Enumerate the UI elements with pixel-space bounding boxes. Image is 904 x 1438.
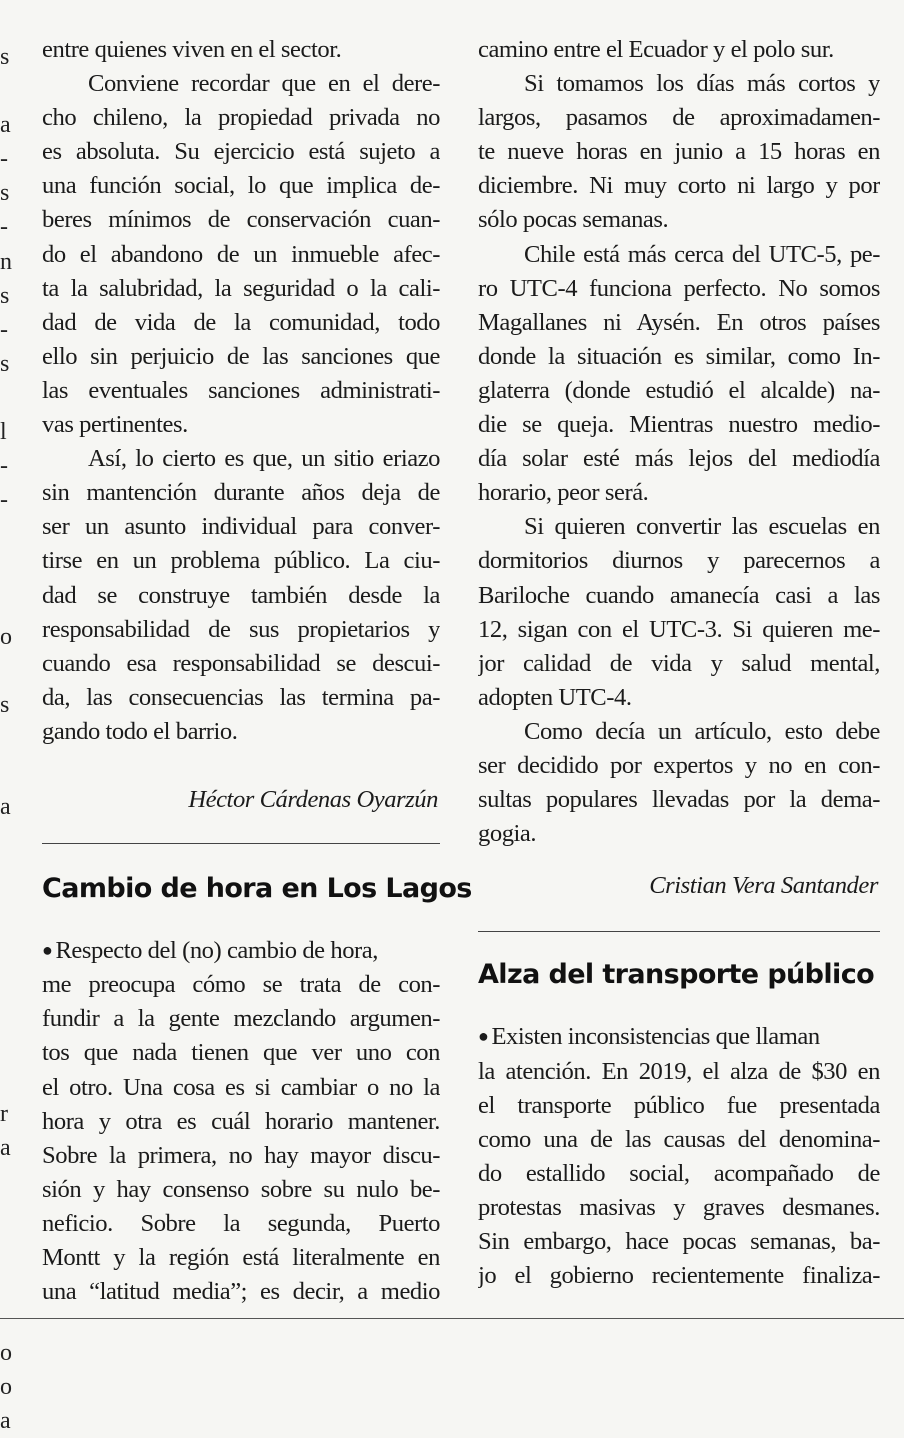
- letter-text-line: hora y otra es cuál horario mantener.: [42, 1107, 440, 1135]
- letter-text-line: te nueve horas en junio a 15 horas en: [478, 138, 880, 166]
- letter-text-line: Si quieren convertir las escuelas en: [524, 513, 880, 541]
- letter-text-line: jo el gobierno recientemente finaliza-: [478, 1262, 880, 1290]
- gutter-fragment: a: [0, 794, 11, 821]
- gutter-fragment: [0, 551, 14, 585]
- letter-text-line: beres mínimos de conservación cuan-: [42, 206, 440, 234]
- letter-signature: Cristian Vera Santander: [649, 872, 878, 900]
- gutter-fragment: -: [0, 146, 8, 173]
- gutter-fragment: [0, 1165, 14, 1199]
- letter-text-line: die se queja. Mientras nuestro medio-: [478, 411, 880, 439]
- letter-text-line: cho chileno, la propiedad privada no: [42, 104, 440, 132]
- gutter-fragment: s: [0, 180, 10, 207]
- letter-signature: Héctor Cárdenas Oyarzún: [188, 785, 438, 813]
- letter-text-line: neficio. Sobre la segunda, Puerto: [42, 1209, 440, 1237]
- letter-text-line: do el abandono de un inmueble afec-: [42, 240, 440, 268]
- headline: Alza del transporte público: [478, 959, 875, 991]
- letter-text-line: sólo pocas semanas.: [478, 206, 669, 234]
- letter-text-line: Conviene recordar que en el dere-: [88, 70, 440, 98]
- gutter-fragment: [0, 824, 14, 858]
- letter-text-line: entre quienes viven en el sector.: [42, 36, 342, 63]
- letter-text-line: ro UTC-4 funciona perfecto. No somos: [478, 274, 880, 302]
- letter-text-line: dormitorios diurnos y parecernos a: [478, 547, 880, 575]
- gutter-fragment: [0, 381, 14, 415]
- letter-text-line: tirse en un problema público. La ciu-: [42, 547, 440, 575]
- letter-text-line: gogia.: [478, 820, 537, 848]
- letter-text-line: ● Existen inconsistencias que llaman: [478, 1023, 820, 1051]
- letter-text-line: Si tomamos los días más cortos y: [524, 70, 880, 98]
- gutter-fragment: [0, 1267, 14, 1301]
- letter-text-line: el otro. Una cosa es si cambiar o no la: [42, 1073, 440, 1101]
- letter-text-line: ser decidido por expertos y no en con-: [478, 751, 880, 779]
- letter-text-line: diciembre. Ni muy corto ni largo y por: [478, 172, 880, 200]
- letter-text-line: jor calidad de vida y salud mental,: [478, 649, 880, 677]
- gutter-fragment: [0, 858, 14, 892]
- letter-text-line: tos que nada tienen que ver uno con: [42, 1039, 440, 1067]
- gutter-fragment: [0, 722, 14, 756]
- letter-text-line: dad de vida de la comunidad, todo: [42, 308, 440, 336]
- letter-text-line: gando todo el barrio.: [42, 717, 238, 745]
- letter-text-line: do estallido social, acompañado de: [478, 1159, 880, 1187]
- gutter-fragment: o: [0, 623, 12, 650]
- gutter-fragment: [0, 892, 14, 926]
- letter-text-line: camino entre el Ecuador y el polo sur.: [478, 36, 834, 63]
- letter-text-line: ello sin perjuicio de las sanciones que: [42, 342, 440, 370]
- gutter-fragment: [0, 74, 14, 108]
- bullet-icon: ●: [478, 1026, 489, 1047]
- left-column: [42, 33, 472, 1309]
- gutter-fragment: n: [0, 248, 12, 275]
- gutter-fragment: [0, 995, 14, 1029]
- gutter-fragment: s: [0, 44, 10, 70]
- headline: Cambio de hora en Los Lagos: [42, 873, 472, 905]
- letter-text-line: glaterra (donde estudió el alcalde) na-: [478, 376, 880, 404]
- gutter-fragment: [0, 586, 14, 620]
- letter-text-line: 12, sigan con el UTC-3. Si quieren me-: [478, 615, 880, 643]
- letter-text-line: una función social, lo que implica de-: [42, 172, 440, 200]
- gutter-fragment: [0, 926, 14, 960]
- gutter-fragment: o: [0, 1339, 12, 1366]
- letter-text-line: día solar esté más lejos del mediodía: [478, 445, 880, 473]
- gutter-fragment: o: [0, 1373, 12, 1400]
- gutter-fragment: [0, 654, 14, 688]
- gutter-fragment: [0, 1029, 14, 1063]
- previous-column-fragments: [0, 40, 14, 1438]
- gutter-fragment: -: [0, 316, 8, 343]
- letter-text-line: sión y hay consenso sobre su nulo be-: [42, 1175, 440, 1203]
- letter-text-line: horario, peor será.: [478, 479, 649, 507]
- letter-text-line: ta la salubridad, la seguridad o la cali-: [42, 274, 440, 302]
- gutter-fragment: [0, 1233, 14, 1267]
- gutter-fragment: [0, 1199, 14, 1233]
- gutter-fragment: a: [0, 1135, 11, 1161]
- letter-text-line: Como decía un artículo, esto debe: [524, 717, 880, 745]
- letter-text-line: Así, lo cierto es que, un sitio eriazo: [88, 445, 440, 473]
- gutter-fragment: a: [0, 112, 11, 139]
- page-bottom-rule: [0, 1318, 904, 1319]
- gutter-fragment: s: [0, 691, 10, 718]
- gutter-fragment: -: [0, 487, 8, 514]
- gutter-fragment: [0, 517, 14, 551]
- letter-text-line: fundir a la gente mezclando argumen-: [42, 1005, 440, 1033]
- letter-text-line: ● Respecto del (no) cambio de hora,: [42, 937, 378, 965]
- letter-text-line: vas pertinentes.: [42, 411, 188, 439]
- letter-text-line: cuando esa responsabilidad se descui-: [42, 649, 440, 677]
- letter-text-line: Sobre la primera, no hay mayor discu-: [42, 1141, 440, 1169]
- letter-text-line: Sin embargo, hace pocas semanas, ba-: [478, 1228, 880, 1255]
- right-column: [478, 33, 880, 1293]
- gutter-fragment: r: [0, 1100, 8, 1127]
- letter-text-line: da, las consecuencias las termina pa-: [42, 683, 440, 711]
- gutter-fragment: s: [0, 282, 10, 309]
- gutter-fragment: -: [0, 214, 8, 241]
- letter-text-line: la atención. En 2019, el alza de $30 en: [478, 1057, 880, 1085]
- letter-text-line: una “latitud media”; es decir, a medio: [42, 1278, 440, 1306]
- gutter-fragment: a: [0, 1407, 11, 1434]
- letter-text-line: las eventuales sanciones administrati-: [42, 376, 440, 404]
- letter-text-line: Montt y la región está literalmente en: [42, 1244, 440, 1271]
- gutter-fragment: s: [0, 350, 10, 377]
- letter-text-line: ser un asunto individual para conver-: [42, 513, 440, 541]
- letter-text-line: dad se construye también desde la: [42, 581, 440, 609]
- gutter-fragment: [0, 756, 14, 790]
- gutter-fragment: -: [0, 453, 8, 480]
- gutter-fragment: l: [0, 419, 7, 446]
- letter-text-line: responsabilidad de sus propietarios y: [42, 615, 440, 643]
- letter-text-line: largos, pasamos de aproximadamen-: [478, 104, 880, 132]
- letter-text-line: me preocupa cómo se trata de con-: [42, 971, 440, 999]
- letter-text-line: sultas populares llevadas por la dema-: [478, 786, 880, 814]
- bullet-icon: ●: [42, 940, 53, 961]
- letter-text-line: como una de las causas del denomina-: [478, 1125, 880, 1153]
- letter-text-line: Bariloche cuando amanecía casi a las: [478, 581, 880, 609]
- letter-text-line: Chile está más cerca del UTC-5, pe-: [524, 240, 880, 268]
- gutter-fragment: [0, 1063, 14, 1097]
- letter-text-line: adopten UTC-4.: [478, 683, 632, 711]
- letter-text-line: es absoluta. Su ejercicio está sujeto a: [42, 138, 440, 166]
- letter-text-line: Magallanes ni Aysén. En otros países: [478, 308, 880, 336]
- letter-text-line: el transporte público fue presentada: [478, 1091, 880, 1119]
- gutter-fragment: [0, 961, 14, 995]
- letter-text-line: sin mantención durante años deja de: [42, 479, 440, 507]
- letter-text-line: protestas masivas y graves desmanes.: [478, 1193, 880, 1221]
- letter-text-line: donde la situación es similar, como In-: [478, 342, 880, 370]
